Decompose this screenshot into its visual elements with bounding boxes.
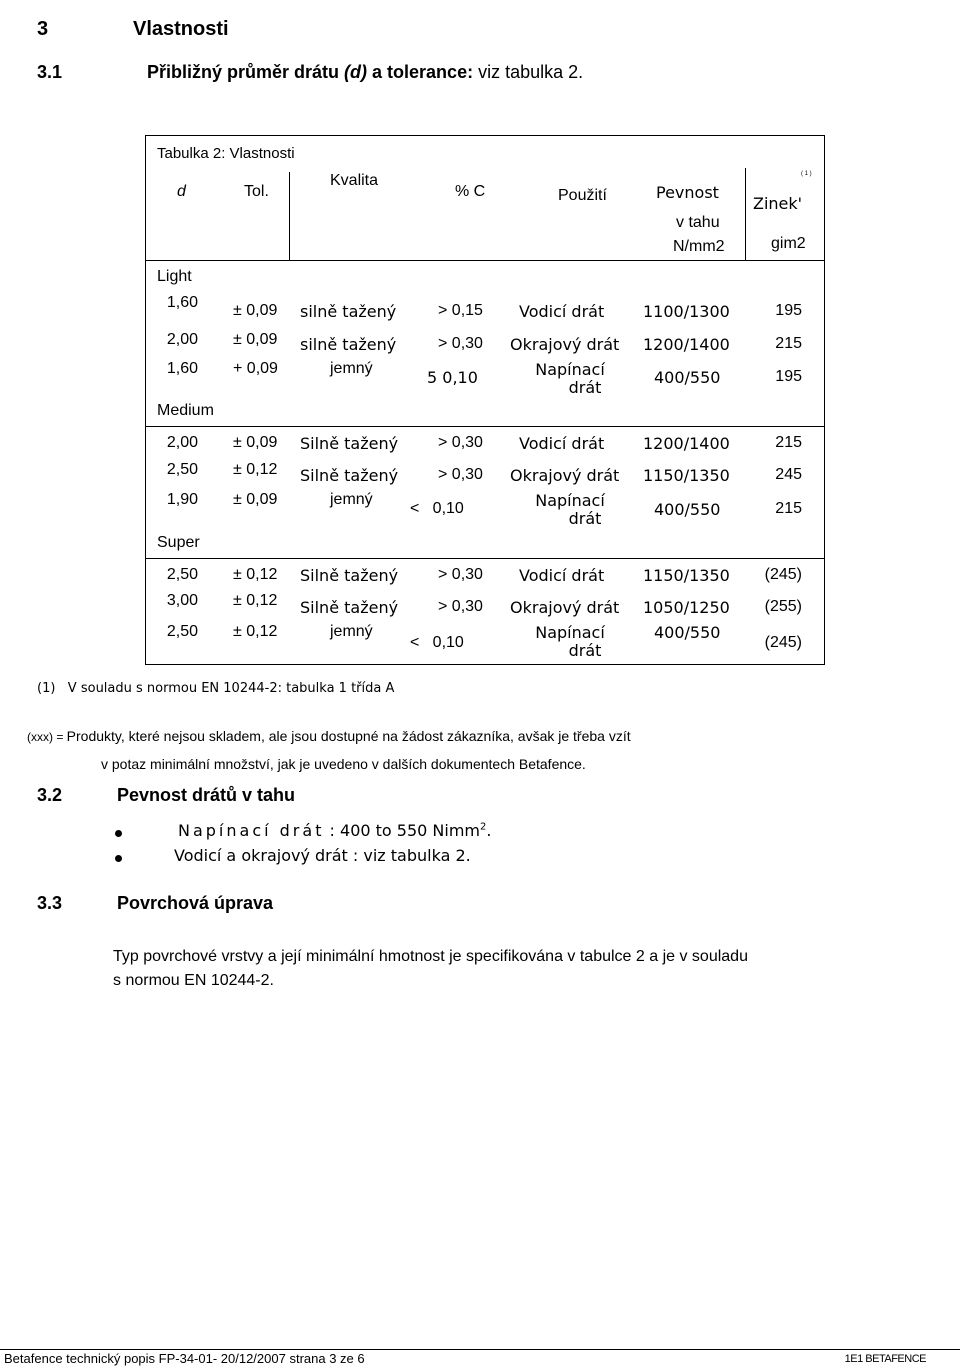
cell-d: 2,50 — [166, 566, 198, 583]
header-tol: Tol. — [244, 183, 269, 200]
group-rule — [145, 426, 825, 427]
bullet-item: Napínací drát : 400 to 550 Nimm$^2$. — [178, 821, 492, 840]
cell-tol: + 0,09 — [233, 360, 278, 377]
bullet-icon — [115, 830, 122, 837]
header-zinek-footnote: ( 1 ) — [801, 171, 812, 177]
cell-use: Vodicí drát — [519, 434, 605, 453]
note-xxx: (xxx) = Produkty, které nejsou skladem, ale jsou dostupné na žádost zákazníka, avšak je třeba vzít — [27, 728, 631, 744]
cell-tol: ± 0,09 — [233, 491, 278, 508]
cell-tol: ± 0,09 — [233, 331, 278, 348]
group-label: Super — [157, 534, 200, 551]
cell-use: Okrajový drát — [510, 466, 620, 485]
cell-carbon: > 0,15 — [438, 302, 483, 319]
cell-zinc: (245) — [764, 634, 802, 651]
header-zinek: Zinek' — [753, 194, 803, 213]
group-label: Light — [157, 268, 192, 285]
cell-tol: ± 0,12 — [233, 566, 278, 583]
subsection-number: 3.1 — [37, 62, 63, 82]
cell-d: 2,50 — [166, 623, 198, 640]
header-divider — [289, 172, 290, 260]
cell-kvalita: Silně tažený — [300, 566, 399, 585]
group-rule — [145, 558, 825, 559]
cell-zinc: 195 — [775, 302, 802, 319]
cell-tol: ± 0,12 — [233, 461, 278, 478]
cell-tol: ± 0,12 — [233, 623, 278, 640]
subsection-title: Přibližný průměr drátu (d) a tolerance: viz tabulka 2. — [147, 62, 584, 82]
footer-left: Betafence technický popis FP-34-01- 20/12/2007 strana 3 ze 6 — [4, 1351, 365, 1366]
cell-d: 2,00 — [166, 434, 198, 451]
cell-d: 2,00 — [166, 331, 198, 348]
bullet-icon — [115, 855, 122, 862]
properties-table — [145, 135, 825, 665]
cell-kvalita: jemný — [330, 623, 373, 640]
cell-use: Vodicí drát — [519, 302, 605, 321]
cell-zinc: (245) — [764, 566, 802, 583]
cell-zinc: 215 — [775, 500, 802, 517]
cell-use: Napínací — [535, 623, 605, 642]
cell-tol: ± 0,09 — [233, 302, 278, 319]
cell-kvalita: jemný — [330, 360, 373, 377]
header-percent-c: % C — [455, 183, 486, 200]
cell-use: Napínací — [535, 360, 605, 379]
cell-carbon: > 0,30 — [438, 466, 483, 483]
cell-strength: 1150/1350 — [643, 566, 730, 585]
cell-kvalita: silně tažený — [300, 335, 397, 354]
cell-carbon: > 0,30 — [438, 434, 483, 451]
cell-strength: 400/550 — [654, 500, 721, 519]
cell-tol: ± 0,09 — [233, 434, 278, 451]
cell-strength: 1050/1250 — [643, 598, 730, 617]
table-caption: Tabulka 2: Vlastnosti — [157, 145, 295, 162]
cell-d: 1,60 — [166, 294, 198, 311]
paragraph: Typ povrchové vrstvy a její minimální hmotnost je specifikována v tabulce 2 a je v souladu — [113, 948, 748, 965]
header-d: d — [177, 183, 186, 200]
cell-strength: 1200/1400 — [643, 335, 730, 354]
paragraph-continued: s normou EN 10244-2. — [113, 972, 274, 989]
cell-use: Okrajový drát — [510, 335, 620, 354]
cell-use-line2: drát — [568, 378, 602, 397]
cell-carbon: < 0,10 — [410, 634, 464, 651]
cell-carbon: 5 0,10 — [427, 368, 478, 387]
cell-kvalita: silně tažený — [300, 302, 397, 321]
cell-zinc: 195 — [775, 368, 802, 385]
subsection-title: Povrchová úprava — [117, 893, 274, 913]
header-gim2: gim2 — [771, 235, 806, 252]
cell-carbon: > 0,30 — [438, 335, 483, 352]
cell-use: Vodicí drát — [519, 566, 605, 585]
cell-strength: 1200/1400 — [643, 434, 730, 453]
cell-strength: 1150/1350 — [643, 466, 730, 485]
cell-use-line2: drát — [568, 509, 602, 528]
cell-carbon: < 0,10 — [410, 500, 464, 517]
header-rule — [145, 260, 825, 261]
header-nmm2: N/mm2 — [673, 238, 725, 255]
footnote-1: (1) V souladu s normou EN 10244-2: tabulka 1 třída A — [37, 681, 395, 696]
cell-carbon: > 0,30 — [438, 598, 483, 615]
note-xxx-continued: v potaz minimální množství, jak je uvedeno v dalších dokumentech Betafence. — [101, 756, 586, 772]
subsection-number: 3.3 — [37, 893, 63, 913]
cell-d: 1,90 — [166, 491, 198, 508]
cell-zinc: 245 — [775, 466, 802, 483]
cell-d: 1,60 — [166, 360, 198, 377]
cell-strength: 400/550 — [654, 623, 721, 642]
cell-strength: 400/550 — [654, 368, 721, 387]
cell-kvalita: jemný — [330, 491, 373, 508]
cell-use-line2: drát — [568, 641, 602, 660]
section-number: 3 — [37, 18, 49, 40]
header-pouziti: Použití — [558, 187, 607, 204]
header-kvalita: Kvalita — [330, 172, 379, 189]
cell-kvalita: Silně tažený — [300, 598, 399, 617]
footer-rule — [0, 1349, 960, 1350]
header-pevnost: Pevnost — [656, 183, 719, 202]
subsection-title: Pevnost drátů v tahu — [117, 785, 296, 805]
cell-d: 3,00 — [166, 592, 198, 609]
group-label: Medium — [157, 402, 214, 419]
subsection-number: 3.2 — [37, 785, 63, 805]
header-divider — [745, 168, 746, 260]
header-v-tahu: v tahu — [676, 214, 720, 231]
cell-strength: 1100/1300 — [643, 302, 730, 321]
cell-zinc: 215 — [775, 335, 802, 352]
footer-right: 1E1 BETAFENCE — [844, 1353, 926, 1365]
bullet-item: Vodicí a okrajový drát : viz tabulka 2. — [174, 846, 471, 865]
cell-zinc: 215 — [775, 434, 802, 451]
cell-kvalita: Silně tažený — [300, 466, 399, 485]
cell-kvalita: Silně tažený — [300, 434, 399, 453]
cell-d: 2,50 — [166, 461, 198, 478]
cell-tol: ± 0,12 — [233, 592, 278, 609]
cell-zinc: (255) — [764, 598, 802, 615]
cell-carbon: > 0,30 — [438, 566, 483, 583]
cell-use: Napínací — [535, 491, 605, 510]
section-title: Vlastnosti — [133, 18, 229, 40]
cell-use: Okrajový drát — [510, 598, 620, 617]
